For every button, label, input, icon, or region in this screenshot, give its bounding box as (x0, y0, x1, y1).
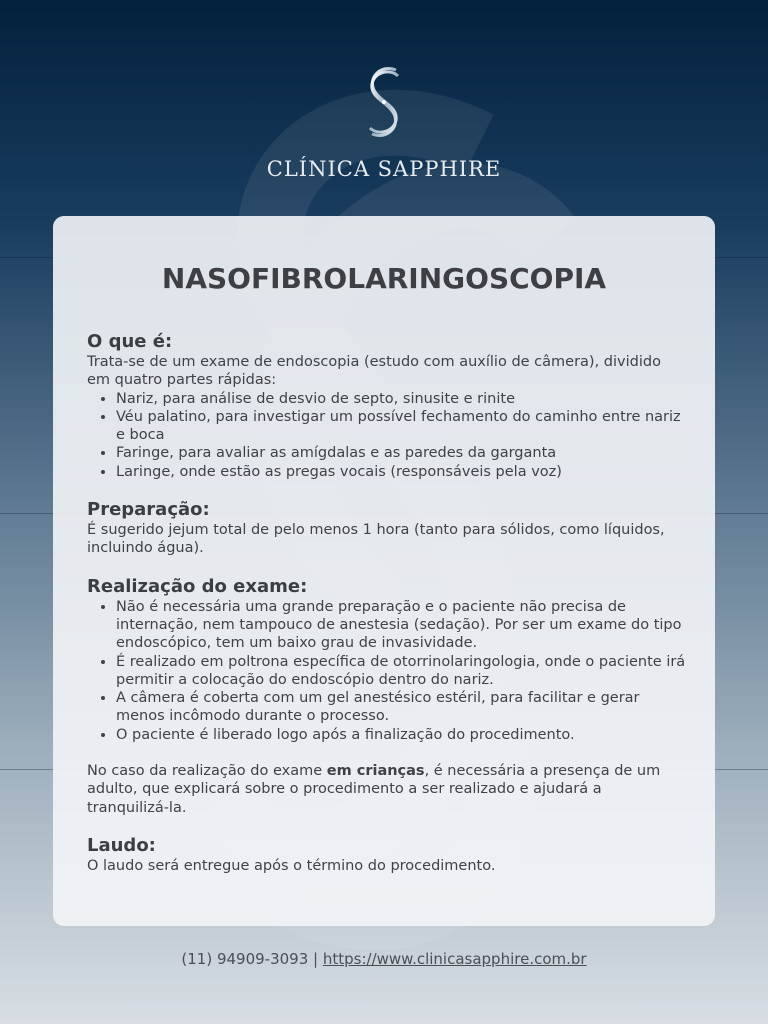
sapphire-logo-icon (360, 66, 408, 138)
page-title: NASOFIBROLARINGOSCOPIA (161, 262, 607, 295)
section-text-laudo: O laudo será entregue após o término do procedimento. (87, 857, 496, 874)
list-o-que-e (87, 390, 687, 481)
list-item: • É realizado em poltrona específica de otorrinolaringologia, onde o paciente irá permitir a colocação do endoscópio dentro do nariz. (116, 653, 687, 690)
section-heading-realizacao: Realização do exame: (87, 575, 308, 597)
footer-website-link[interactable]: https://www.clinicasapphire.com.br (322, 950, 587, 968)
section-heading-preparacao: Preparação: (87, 499, 210, 521)
children-note: No caso da realização do exame em crianças, é necessária a presença de um adulto, que explicará sobre o procedimento a ser realizado e ajudará a tranquilizá-la. (87, 763, 661, 816)
section-heading-o-que-e: O que é: (87, 331, 173, 352)
section-heading-laudo: Laudo: (87, 834, 156, 856)
section-text-preparacao: É sugerido jejum total de pelo menos 1 hora (tanto para sólidos, como líquidos, incluindo água). (87, 522, 665, 557)
list-item: • Faringe, para avaliar as amígdalas e as paredes da garganta (116, 444, 687, 462)
list-item: • Laringe, onde estão as pregas vocais (responsáveis pela voz) (116, 463, 687, 481)
list-realizacao (87, 598, 687, 744)
children-note-bold: em crianças (326, 763, 425, 780)
footer-phone: (11) 94909-3093 (181, 950, 309, 968)
content-body (87, 331, 687, 875)
list-item: • O paciente é liberado logo após a finalização do procedimento. (116, 726, 687, 744)
footer: (11) 94909-3093 | https://www.clinicasapphire.com.br (181, 950, 587, 968)
section-text-o-que-e: Trata-se de um exame de endoscopia (estudo com auxílio de câmera), dividido em quatro partes rápidas: (87, 354, 661, 389)
list-item: • Véu palatino, para investigar um possível fechamento do caminho entre nariz e boca (116, 408, 687, 445)
list-item: • A câmera é coberta com um gel anestésico estéril, para facilitar e gerar menos incômodo durante o processo. (116, 689, 687, 726)
brand-name: CLÍNICA SAPPHIRE (266, 157, 502, 181)
list-item: • Não é necessária uma grande preparação e o paciente não precisa de internação, nem tampouco de anestesia (sedação). Por ser um exame do tipo endoscópico, tem um baixo grau de invasividade. (116, 598, 687, 653)
list-item: • Nariz, para análise de desvio de septo, sinusite e rinite (116, 390, 687, 408)
